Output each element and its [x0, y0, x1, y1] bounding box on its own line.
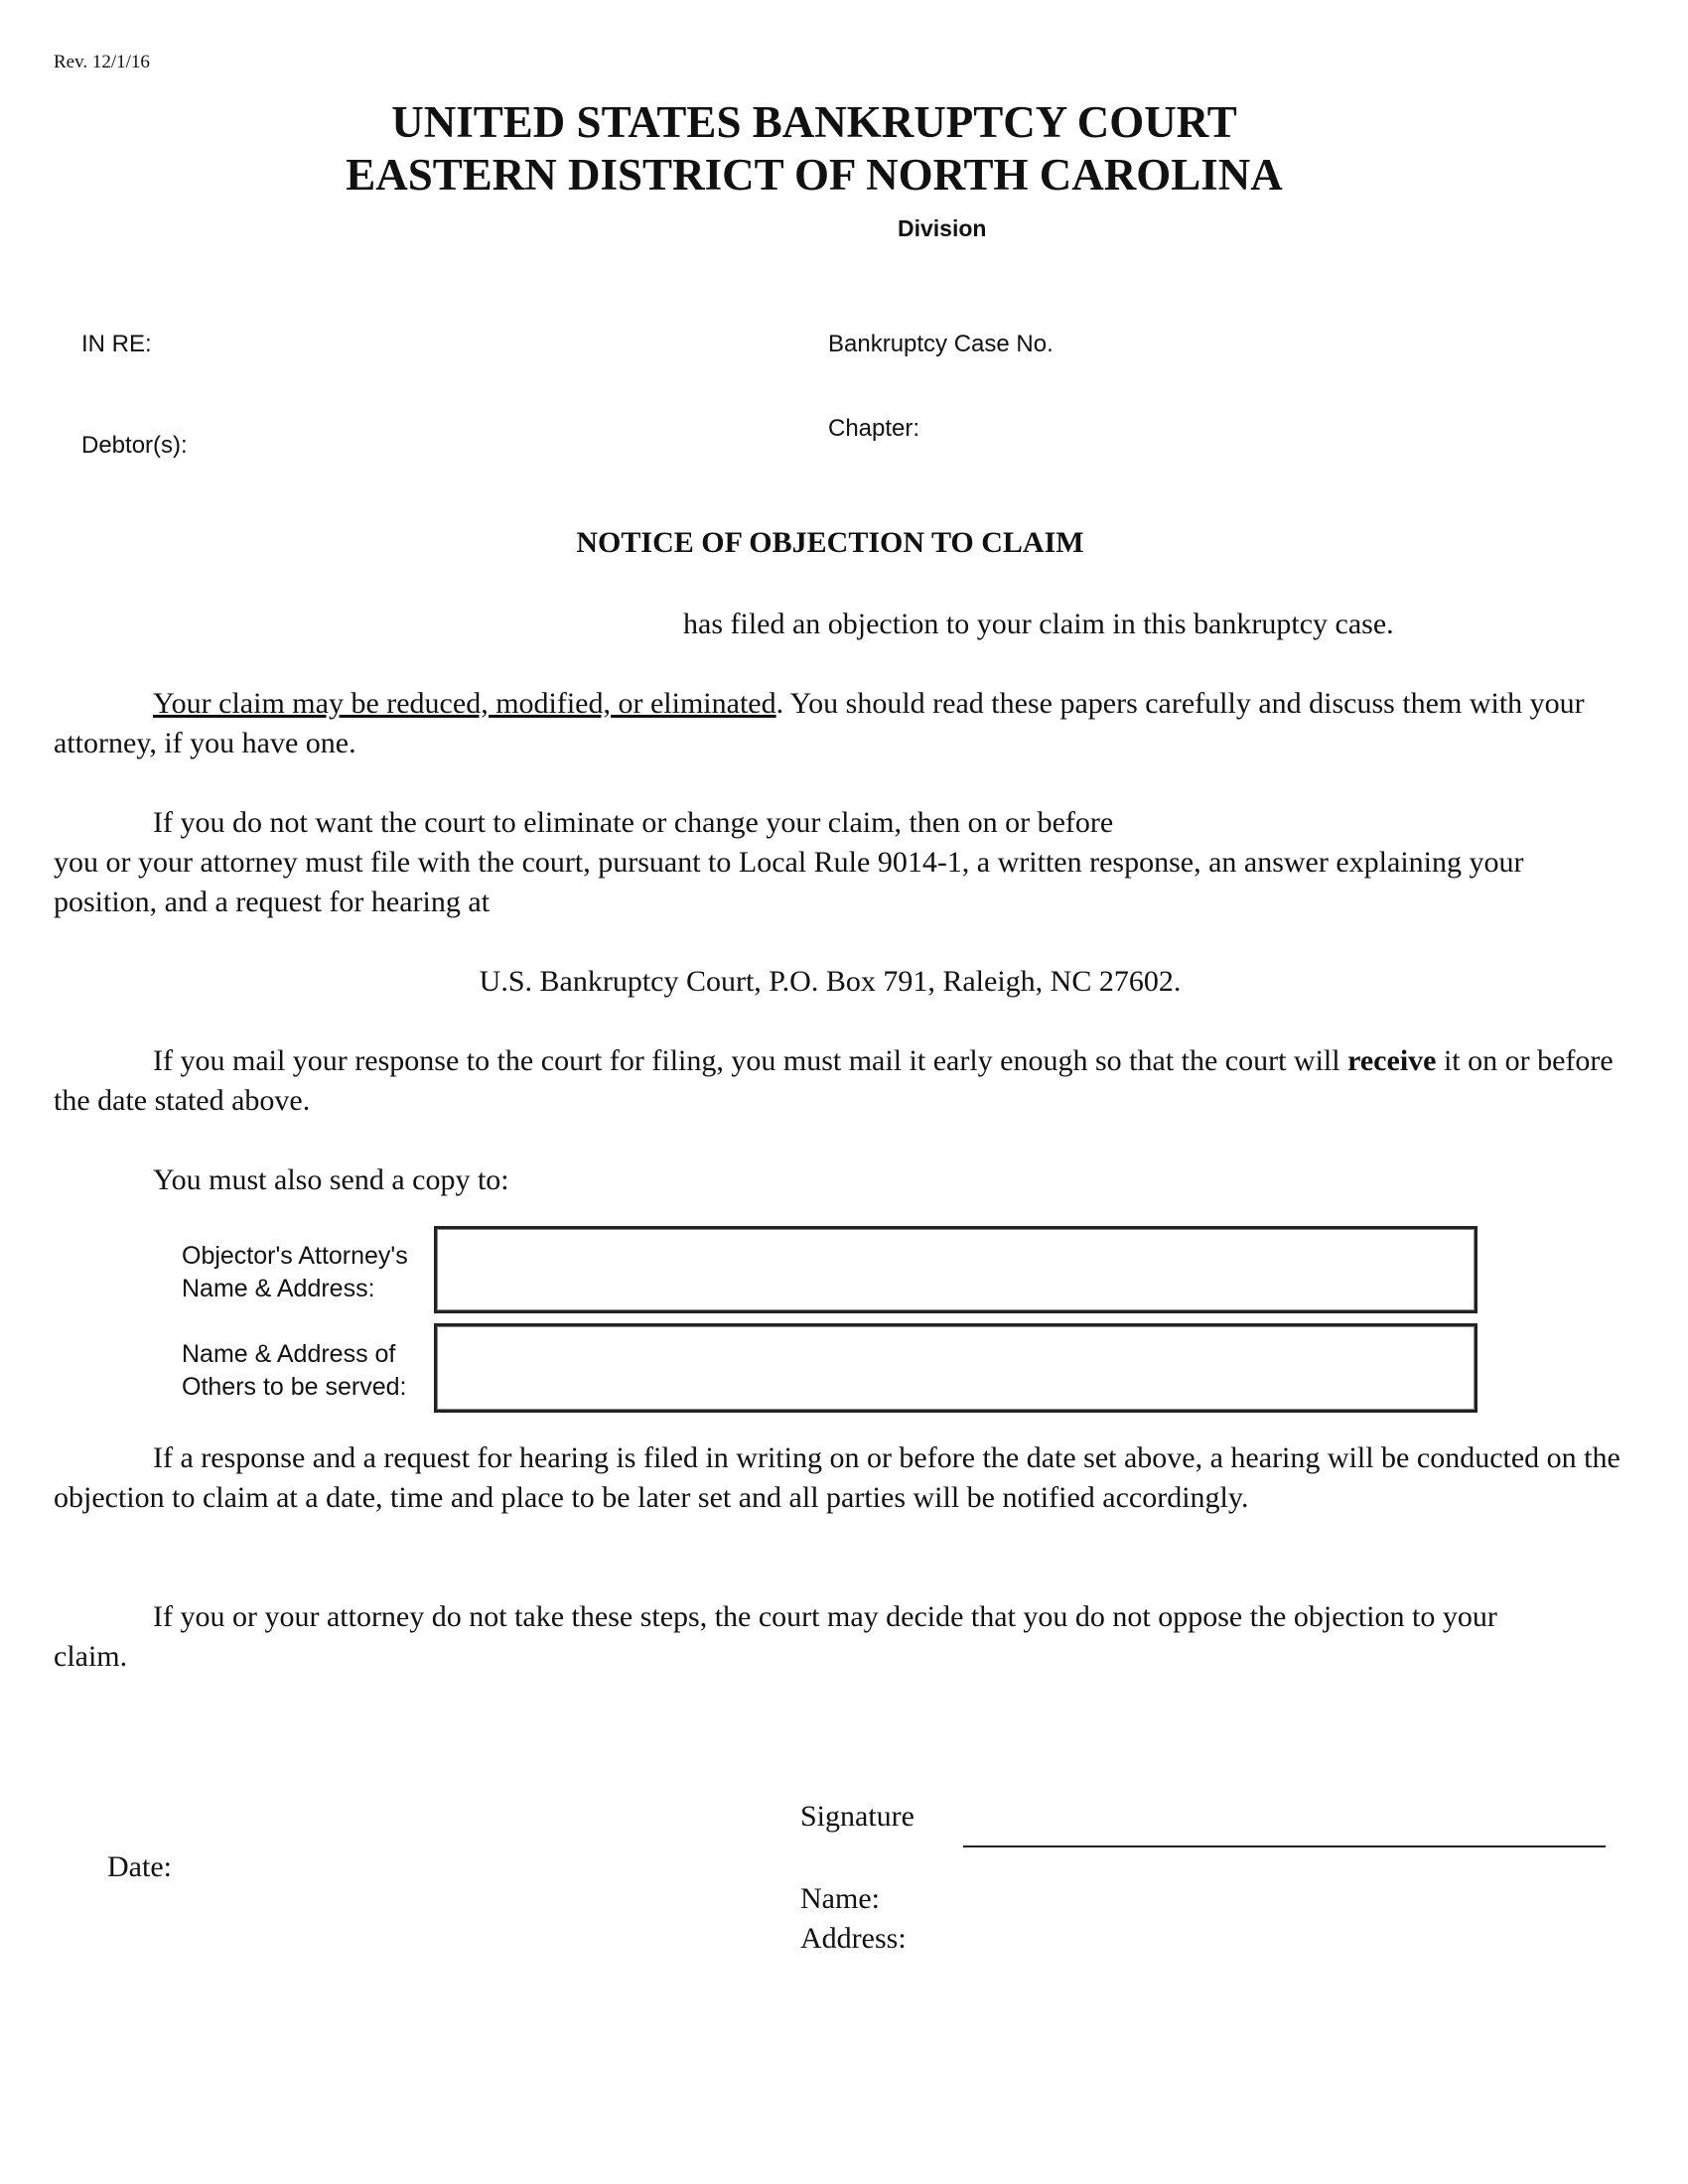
in-re-label: IN RE:: [81, 331, 152, 357]
hearing-paragraph: If a response and a request for hearing is filed in writing on or before the date set above, a hearing will be conducted on the objection to claim at a date, time and place to be later set and all parties will be notified accordingly.: [54, 1441, 1620, 1514]
mail-response-paragraph: [54, 1041, 1622, 1121]
receive-emphasis: receive: [1347, 1044, 1437, 1077]
debtor-label: Debtor(s):: [81, 432, 188, 459]
division-label: Division: [898, 215, 987, 241]
others-served-field[interactable]: [434, 1323, 1477, 1413]
district-name: EASTERN DISTRICT OF NORTH CAROLINA: [346, 150, 1283, 200]
name-label: Name:: [800, 1882, 880, 1915]
objector-attorney-field[interactable]: [434, 1226, 1477, 1313]
date-label: Date:: [107, 1850, 172, 1883]
notice-title: NOTICE OF OBJECTION TO CLAIM: [576, 526, 1084, 559]
mail-response-text: If you mail your response to the court for filing, you must mail it early enough so that the court will: [153, 1044, 1340, 1077]
mail-response-end: it on or before the date stated above.: [54, 1044, 1614, 1117]
claim-warning-underlined: Your claim may be reduced, modified, or eliminated: [153, 687, 776, 720]
objector-attorney-label-line1: Objector's Attorney's: [182, 1242, 408, 1270]
address-label: Address:: [800, 1922, 907, 1955]
signature-label: Signature: [800, 1800, 914, 1833]
signature-line[interactable]: [963, 1845, 1606, 1847]
objector-attorney-label-line2: Name & Address:: [182, 1275, 375, 1302]
case-number-label: Bankruptcy Case No.: [828, 331, 1054, 357]
copy-to-heading: You must also send a copy to:: [153, 1163, 509, 1196]
others-served-label-line1: Name & Address of: [182, 1340, 396, 1368]
objector-attorney-label: [182, 1240, 408, 1305]
claim-warning-text: . You should read these papers carefully and discuss them with your attorney, if you have one.: [54, 687, 1585, 759]
others-served-label-line2: Others to be served:: [182, 1373, 407, 1401]
claim-warning-paragraph: [54, 684, 1613, 763]
response-deadline-line: If you do not want the court to eliminate or change your claim, then on or before: [153, 806, 1114, 839]
revision-date: Rev. 12/1/16: [54, 52, 150, 72]
others-served-label: [182, 1338, 407, 1404]
chapter-label: Chapter:: [828, 415, 920, 442]
response-instructions: you or your attorney must file with the court, pursuant to Local Rule 9014-1, a written response, an answer explaining your position, and a request for hearing at: [54, 846, 1524, 918]
court-name: UNITED STATES BANKRUPTCY COURT: [391, 97, 1237, 147]
objection-filed-line: has filed an objection to your claim in this bankruptcy case.: [683, 608, 1394, 640]
no-response-paragraph: If you or your attorney do not take these steps, the court may decide that you do not oppose the objection to your claim.: [54, 1600, 1497, 1673]
court-address: U.S. Bankruptcy Court, P.O. Box 791, Raleigh, NC 27602.: [479, 965, 1182, 998]
